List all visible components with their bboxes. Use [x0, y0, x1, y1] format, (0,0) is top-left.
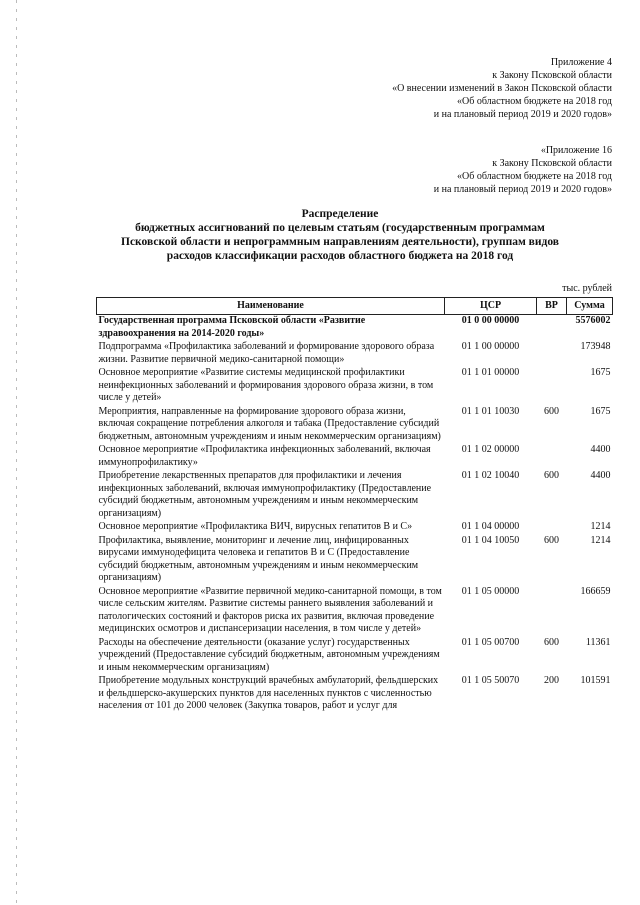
cell-name: Основное мероприятие «Развитие системы медицинской профилактики неинфекционных заболеваний и формирования здорового образа жизни, в том числе у детей»: [98, 367, 434, 403]
cell-name: Основное мероприятие «Профилактика ВИЧ, вирусных гепатитов В и С»: [98, 521, 413, 532]
appendix-4-line: «Об областном бюджете на 2018 год: [457, 96, 612, 107]
cell-name: Мероприятия, направленные на формирование здорового образа жизни, включая сокращение потребления алкоголя и табака (Предоставление субсидий бюджетным, автономным учреждениям и иным некоммерческим организациям): [98, 405, 441, 442]
cell-csr: 01 1 04 00000: [461, 521, 520, 532]
cell-vr: 600: [544, 534, 559, 546]
cell-vr: 600: [544, 470, 559, 481]
cell-csr: 01 1 05 00700: [461, 636, 520, 648]
cell-csr: 01 1 01 10030: [461, 405, 520, 417]
cell-name: Основное мероприятие «Профилактика инфекционных заболеваний, включая иммунопрофилактику»: [98, 444, 431, 468]
cell-csr: 01 0 00 00000: [461, 315, 520, 326]
appendix-4-line: и на плановый период 2019 и 2020 годов»: [433, 109, 612, 120]
cell-sum: 4400: [590, 470, 611, 481]
table-row: [97, 675, 613, 714]
title-line: бюджетных ассигнований по целевым статьям (государственным программам: [135, 222, 545, 234]
appendix-4-line: Приложение 4: [550, 57, 612, 68]
table-row: [97, 406, 613, 445]
cell-csr: 01 1 04 10050: [461, 534, 520, 546]
title-line: расходов классификации расходов областного бюджета на 2018 год: [166, 250, 514, 262]
appendix-4-line: «О внесении изменений в Закон Псковской области: [392, 83, 612, 94]
cell-vr: [537, 315, 567, 342]
cell-csr: 01 1 00 00000: [461, 341, 520, 352]
units-label: тыс. рублей: [562, 283, 612, 294]
cell-sum: 173948: [580, 341, 611, 352]
cell-csr: 01 1 02 10040: [461, 470, 520, 481]
cell-name: Подпрограмма «Профилактика заболеваний и формирование здорового образа жизни. Развитие первичной медико-санитарной помощи»: [98, 341, 435, 365]
cell-sum: 1675: [590, 405, 611, 417]
header-name: Наименование: [97, 298, 445, 315]
cell-sum: 101591: [580, 675, 611, 686]
appendix-16-line: и на плановый период 2019 и 2020 годов»: [433, 184, 612, 195]
header-vr: ВР: [537, 298, 567, 315]
table-row: [97, 637, 613, 676]
appendix-4-line: к Закону Псковской области: [492, 70, 612, 81]
title-line: Псковской области и непрограммным направлениям деятельности), группам видов: [121, 236, 559, 248]
cell-name: Расходы на обеспечение деятельности (оказание услуг) государственных учреждений (Предоставление субсидий бюджетным, автономным учреждениям и иным некоммерческим организациям): [98, 636, 440, 673]
cell-sum: 1214: [590, 521, 611, 532]
title-line: Распределение: [301, 208, 379, 220]
appendix-16-line: «Приложение 16: [540, 145, 612, 156]
cell-csr: 01 1 05 50070: [461, 675, 520, 686]
table-row: [97, 444, 613, 470]
cell-sum: 1214: [590, 534, 611, 546]
document-title: [90, 207, 590, 263]
cell-name: Приобретение лекарственных препаратов для профилактики и лечения инфекционных заболеваний, включая иммунопрофилактику (Предоставление субсидий бюджетным, автономным учреждениям и иным некоммерческим организациям): [98, 470, 432, 519]
table-row: [97, 535, 613, 586]
cell-vr: [537, 586, 567, 637]
scan-margin-line: [16, 0, 17, 905]
table-row: [97, 470, 613, 521]
table-row: [97, 521, 613, 535]
cell-name: Основное мероприятие «Развитие первичной медико-санитарной помощи, в том числе сельским жителям. Развитие системы раннего выявления заболеваний и патологических состояний и факторов риска их развития, включая проведение медицинских осмотров и диспансеризации населения, в том числе у детей»: [98, 585, 442, 634]
budget-table: [96, 297, 613, 714]
cell-csr: 01 1 05 00000: [461, 585, 520, 597]
table-row: [97, 315, 613, 342]
header-csr: ЦСР: [445, 298, 537, 315]
table-row: [97, 586, 613, 637]
appendix-4-header: [392, 56, 612, 121]
cell-vr: [537, 521, 567, 535]
cell-sum: 1675: [590, 367, 611, 378]
header-sum: Сумма: [567, 298, 613, 315]
cell-vr: [537, 341, 567, 367]
cell-vr: 600: [544, 636, 559, 648]
cell-vr: [537, 367, 567, 406]
cell-sum: 5576002: [575, 315, 611, 326]
cell-sum: 166659: [580, 585, 611, 597]
table-body: [97, 315, 613, 714]
cell-name: Государственная программа Псковской области «Развитие здравоохранения на 2014-2020 годы»: [98, 315, 366, 339]
table-row: [97, 341, 613, 367]
appendix-16-line: к Закону Псковской области: [492, 158, 612, 169]
cell-sum: 11361: [585, 636, 611, 648]
cell-vr: 600: [544, 405, 559, 417]
appendix-16-header: [434, 144, 612, 196]
cell-csr: 01 1 02 00000: [461, 444, 520, 455]
cell-sum: 4400: [590, 444, 611, 455]
table-header-row: [97, 298, 613, 315]
cell-vr: 200: [544, 675, 559, 686]
appendix-16-line: «Об областном бюджете на 2018 год: [457, 171, 612, 182]
table-row: [97, 367, 613, 406]
cell-name: Приобретение модульных конструкций врачебных амбулаторий, фельдшерских и фельдшерско-акушерских пунктов для населенных пунктов с численностью населения от 101 до 2000 человек (Закупка товаров, работ и услуг для: [98, 675, 439, 711]
cell-name: Профилактика, выявление, мониторинг и лечение лиц, инфицированных вирусами иммунодефицита человека и гепатитов В и С (Предоставление субсидий бюджетным, автономным учреждениям и иным некоммерческим организациям): [98, 534, 419, 583]
cell-csr: 01 1 01 00000: [461, 367, 520, 378]
cell-vr: [537, 444, 567, 470]
